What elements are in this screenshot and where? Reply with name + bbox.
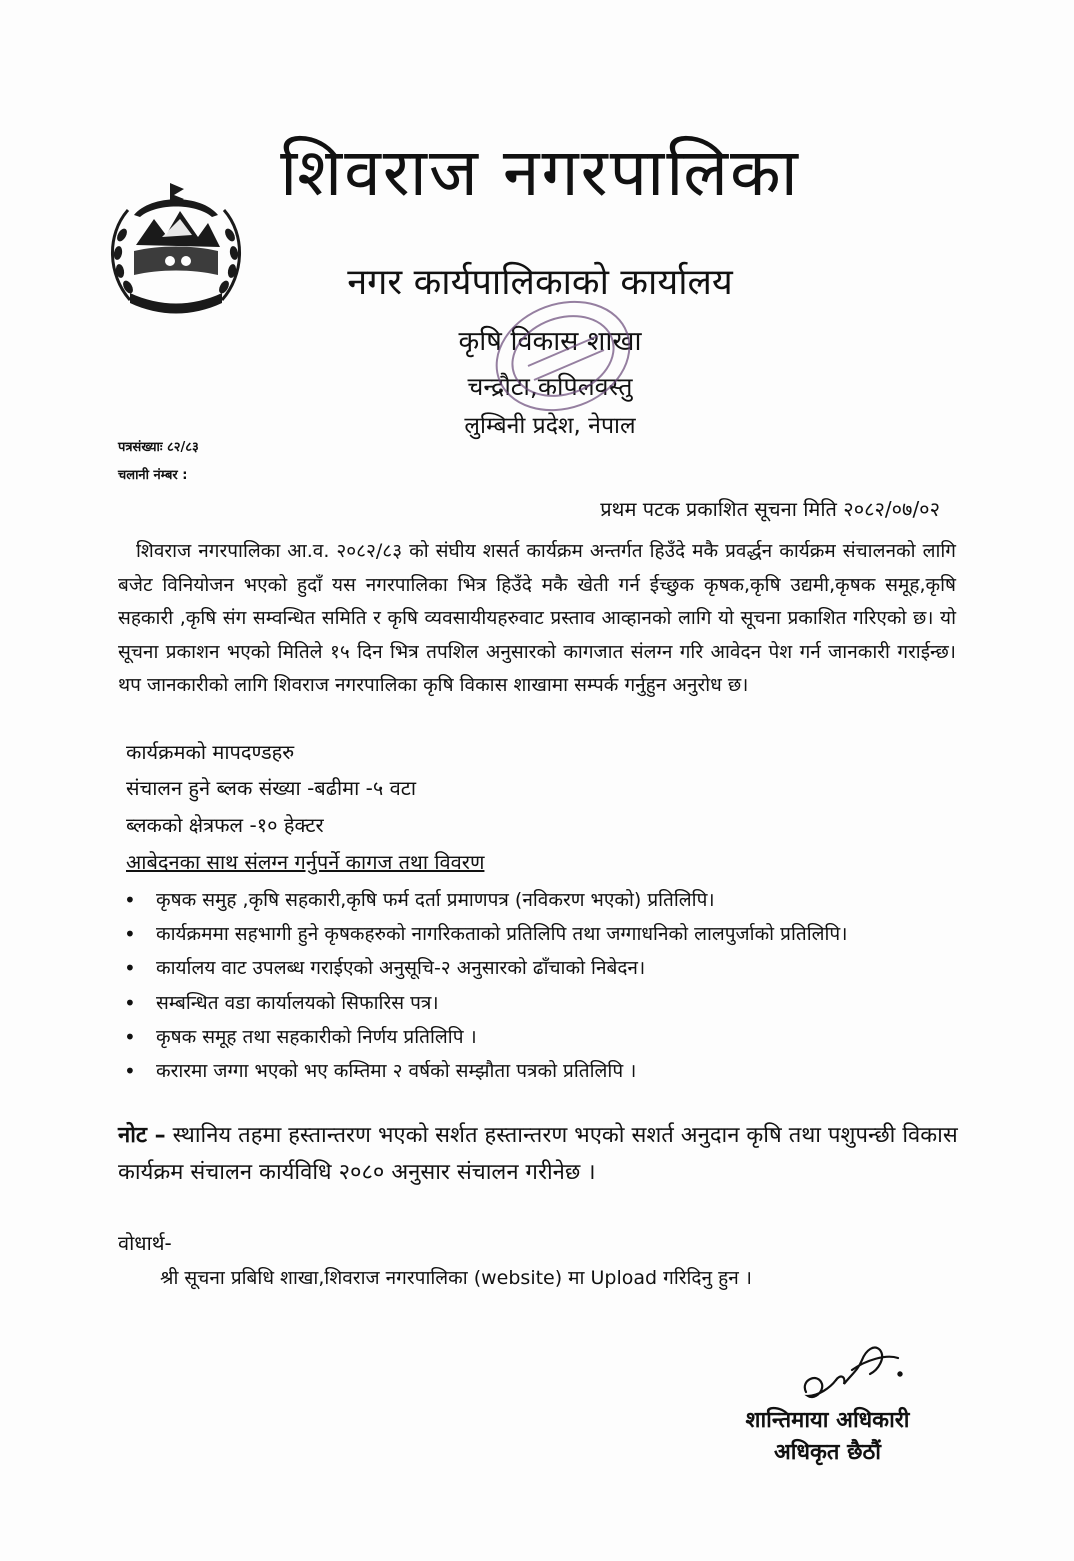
note-label: नोट – [118,1123,166,1148]
list-item: • कृषक समूह तथा सहकारीको निर्णय प्रतिलिपि । [120,1020,970,1054]
office-stamp-icon [488,296,638,416]
note-text: स्थानिय तहमा हस्तान्तरण भएको सर्शत हस्तान्तरण भएको सशर्त अनुदान कृषि तथा पशुपन्छी विकास कार्यक्रम संचालन कार्यविधि २०८० अनुसार संचालन गरीनेछ । [118,1123,958,1185]
signatory-title: अधिकृत छैठौं [773,1440,882,1465]
branch-name: कृषि विकास शाखा [458,326,642,357]
dispatch-number: चलानी नंम्बर : [118,468,188,483]
letter-number: पत्रसंख्याः ८२/८३ [118,440,199,455]
signature-icon [796,1330,916,1410]
district-address: चन्द्रौटा,कपिलवस्तु [467,372,633,401]
list-item: • कृषक समुह ,कृषि सहकारी,कृषि फर्म दर्ता प्रमाणपत्र (नविकरण भएको) प्रतिलिपि। [120,883,970,917]
notice-body: शिवराज नगरपालिका आ.व. २०८२/८३ को संघीय शसर्त कार्यक्रम अन्तर्गत हिउँदे मकै प्रवर्द्धन कार्यक्रम संचालनको लागि बजेट विनियोजन भएको हुदाँ यस नगरपालिका भित्र हिउँदे मकै खेती गर्न ईच्छुक कृषक,कृषि उद्यमी,कृषक समूह,कृषि सहकारी ,कृषि संग सम्वन्धित समिति र कृषि व्यवसायीयहरुवाट प्रस्ताव आव्हानको लागि यो सूचना प्रकाशित गरिएको छ। यो सूचना प्रकाशन भएको मितिले १५ दिन भित्र तपशिल अनुसारको कागजात संलग्न गरि आवेदन पेश गर्न जानकारी गराईन्छ। थप जानकारीको लागि शिवराज नगरपालिका कृषि विकास शाखामा सम्पर्क गर्नुहुन अनुरोध छ। [118,540,956,696]
office-name: नगर कार्यपालिकाको कार्यालय [347,262,733,303]
documents-list [120,883,970,1088]
criteria-item: संचालन हुने ब्लक संख्या -बढीमा -५ वटा [126,776,416,800]
list-item: • सम्बन्धित वडा कार्यालयको सिफारिस पत्र। [120,986,970,1020]
criteria-item: ब्लकको क्षेत्रफल -१० हेक्टर [126,813,324,837]
criteria-heading: कार्यक्रमको मापदण्डहरु [126,740,295,764]
signatory-name: शान्तिमाया अधिकारी [745,1408,910,1433]
list-item: • कार्यालय वाट उपलब्ध गराईएको अनुसूचि-२ अनुसारको ढाँचाको निबेदन। [120,951,970,985]
cc-label: वोधार्थ- [118,1231,172,1255]
note-paragraph [118,1117,958,1191]
notice-date: प्रथम पटक प्रकाशित सूचना मिति २०८२/०७/०२ [600,497,940,521]
cc-text: श्री सूचना प्रबिधि शाखा,शिवराज नगरपालिका (website) मा Upload गरिदिनु हुन । [160,1267,752,1289]
list-item: • कार्यक्रममा सहभागी हुने कृषकहरुको नागरिकताको प्रतिलिपि तथा जग्गाधनिको लालपुर्जाको प्रतिलिपि। [120,917,970,951]
province-address: लुम्बिनी प्रदेश, नेपाल [464,413,636,439]
municipality-name: शिवराज नगरपालिका [280,134,800,211]
list-item: • करारमा जग्गा भएको भए कम्तिमा २ वर्षको सम्झौता पत्रको प्रतिलिपि । [120,1054,970,1088]
nepal-emblem-icon [100,175,252,325]
documents-heading: आबेदनका साथ संलग्न गर्नुपर्ने कागज तथा विवरण [126,850,485,874]
